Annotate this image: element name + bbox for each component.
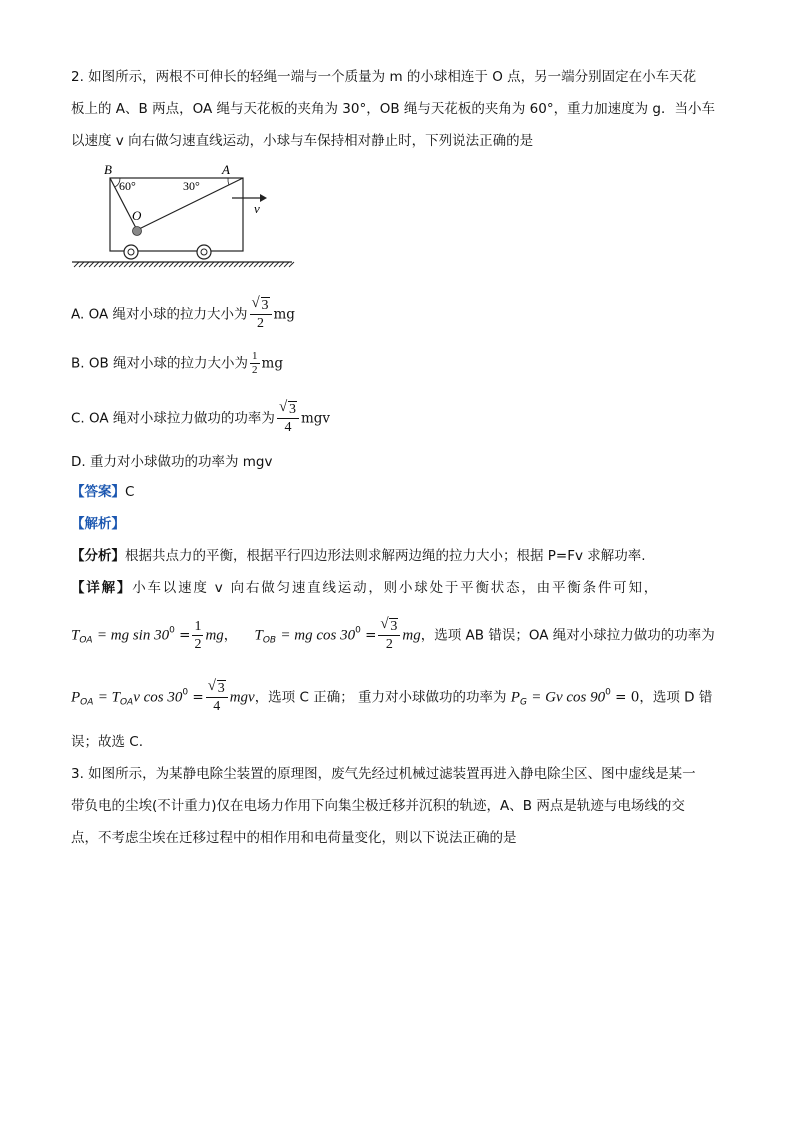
eq2-t: T: [254, 627, 263, 644]
eq3-p: P: [71, 689, 81, 706]
option-a[interactable]: [71, 297, 295, 332]
ground-hatch-mark: [264, 262, 269, 267]
ground-hatch-mark: [284, 262, 289, 267]
eq3-fraction: √ 3 4: [206, 680, 228, 715]
equation-line-2: $P_{OA} = T_{OA}v$ $\cos 30^0$ = √ 3 4 mgv，选项 C 正确； 重力对小球做功的功率为 $P_G = Gv$ $\cos 90^0 = 0$，选项 D 错: [71, 678, 713, 714]
ground-hatch-mark: [214, 262, 219, 267]
eq3-t: = T: [97, 689, 120, 706]
option-b-suffix: mg: [261, 355, 283, 372]
option-c-denominator: 4: [284, 420, 292, 435]
option-b-fraction: [250, 350, 260, 377]
analysis-row: [71, 514, 125, 534]
ground-hatch-mark: [129, 262, 134, 267]
ground-hatch-mark: [164, 262, 169, 267]
eq3-text1: ，选项 C 正确； 重力对小球做功的功率为: [254, 689, 507, 706]
eq1-t: T: [71, 627, 80, 644]
eq3-num: 3: [217, 681, 225, 696]
eq1-num: 1: [194, 619, 202, 634]
option-b-prefix: B. OB 绳对小球的拉力大小为: [71, 355, 249, 372]
cart-diagram: [70, 160, 300, 272]
eq-line-text: ，选项 AB 错误；OA 绳对小球拉力做功的功率为: [420, 627, 715, 644]
ground-hatch-mark: [119, 262, 124, 267]
answer-value: C: [125, 484, 135, 500]
ground-hatch-mark: [209, 262, 214, 267]
fenxi-tag: 【分析】: [71, 548, 125, 564]
q3-stem-line-3: 点，不考虑尘埃在迁移过程中的相作用和电荷量变化，则以下说法正确的是: [71, 830, 517, 846]
ground-hatch-mark: [74, 262, 79, 267]
ground-hatch-mark: [159, 262, 164, 267]
option-a-prefix: A. OA 绳对小球的拉力大小为: [71, 306, 248, 323]
detail-row: [71, 578, 659, 598]
option-d[interactable]: D. 重力对小球做功的功率为 mgv: [71, 454, 273, 470]
eq2-den: 2: [385, 637, 393, 652]
detail-tag: 【详解】: [71, 580, 133, 596]
ground-hatch-mark: [239, 262, 244, 267]
eq2-deg: 0: [355, 625, 361, 636]
fenxi-row: [71, 546, 646, 566]
velocity-label: v: [254, 201, 260, 216]
label-a: A: [222, 162, 230, 177]
wheel-left: [124, 245, 138, 259]
ground-hatch-mark: [149, 262, 154, 267]
equation-line-1: $T_{OA}$ = mg $\sin 30^0$ = $\frac{1}{2}$ mg， $T_{OB}$ = mg $\cos 30^0$ = √ 3 2 mg，选项 AB 错误；OA 绳对小球拉力做功的功率为: [71, 616, 715, 652]
ground-hatch-mark: [269, 262, 274, 267]
ground-hatch-mark: [169, 262, 174, 267]
ground-hatch-mark: [189, 262, 194, 267]
eq4-p: P: [510, 689, 520, 706]
eq4-end: = 0: [615, 689, 640, 706]
ground-hatch: [74, 262, 294, 267]
eq4-mid: = Gv cos 90: [531, 689, 606, 706]
eq2-num: 3: [390, 619, 398, 634]
answer-row: [71, 482, 134, 502]
ground-hatch-mark: [219, 262, 224, 267]
eq1-fraction: [192, 618, 203, 653]
q2-stem-line-1: 2. 如图所示，两根不可伸长的轻绳一端与一个质量为 m 的小球相连于 O 点，另一端分别固定在小车天花: [71, 69, 697, 85]
eq3-mid: v cos 30: [133, 689, 183, 706]
ground-hatch-mark: [134, 262, 139, 267]
eq4-deg: 0: [605, 687, 611, 698]
ground-hatch-mark: [274, 262, 279, 267]
angle-label-b: 60°: [119, 179, 136, 193]
ground-hatch-mark: [229, 262, 234, 267]
option-c-prefix: C. OA 绳对小球拉力做功的功率为: [71, 410, 275, 427]
option-c-fraction: √ 3 4: [277, 401, 299, 436]
option-c-suffix: mgv: [300, 410, 331, 427]
eq1-deg: 0: [169, 625, 175, 636]
ground-hatch-mark: [94, 262, 99, 267]
ground-hatch-mark: [204, 262, 209, 267]
eq3-t-sub: OA: [119, 697, 134, 708]
angle-arc-a: [228, 178, 229, 185]
ground-hatch-mark: [84, 262, 89, 267]
ground-hatch-mark: [199, 262, 204, 267]
ground-hatch-mark: [124, 262, 129, 267]
fenxi-text: 根据共点力的平衡，根据平行四边形法则求解两边绳的拉力大小；根据 P=Fv 求解功率.: [125, 548, 646, 564]
analysis-tag: 【解析】: [71, 516, 125, 532]
ground-hatch-mark: [289, 262, 294, 267]
ground-hatch-mark: [179, 262, 184, 267]
eq2-t-sub: OB: [262, 635, 277, 646]
ground-hatch-mark: [254, 262, 259, 267]
option-a-fraction: √ 3 2: [250, 297, 272, 332]
eq2-fraction: √ 3 2: [378, 618, 400, 653]
ground-hatch-mark: [144, 262, 149, 267]
ground-hatch-mark: [259, 262, 264, 267]
ground-hatch-mark: [89, 262, 94, 267]
q2-stem-line-3: 以速度 v 向右做匀速直线运动，小球与车保持相对静止时，下列说法正确的是: [71, 133, 534, 149]
option-a-numerator: 3: [261, 298, 269, 313]
ground-hatch-mark: [174, 262, 179, 267]
option-b-denominator: 2: [252, 364, 258, 376]
option-b[interactable]: [71, 350, 283, 377]
eq1-end: mg: [205, 627, 224, 644]
ground-hatch-mark: [234, 262, 239, 267]
ground-hatch-mark: [249, 262, 254, 267]
option-a-denominator: 2: [257, 316, 264, 331]
ground-hatch-mark: [79, 262, 84, 267]
ground-hatch-mark: [109, 262, 114, 267]
eq1-den: 2: [194, 637, 202, 652]
eq3-deg: 0: [182, 687, 189, 698]
eq1-mid: = mg sin 30: [96, 627, 170, 644]
eq2-mid: = mg cos 30: [280, 627, 356, 644]
q3-stem-line-1: 3. 如图所示，为某静电除尘装置的原理图，废气先经过机械过滤装置再进入静电除尘区、图中虚线是某一: [71, 766, 696, 782]
eq3-text2: ，选项 D 错: [639, 689, 713, 706]
wheel-right: [197, 245, 211, 259]
option-b-numerator: 1: [252, 350, 258, 362]
angle-label-a: 30°: [183, 179, 200, 193]
ground-hatch-mark: [224, 262, 229, 267]
ground-hatch-mark: [104, 262, 109, 267]
ground-hatch-mark: [194, 262, 199, 267]
eq4-p-sub: G: [519, 697, 527, 708]
velocity-arrowhead: [260, 194, 267, 202]
ground-hatch-mark: [99, 262, 104, 267]
eq2-end: mg: [402, 627, 421, 644]
eq3-den: 4: [213, 699, 221, 714]
answer-tag: 【答案】: [71, 484, 125, 500]
label-o: O: [132, 208, 142, 223]
q3-stem-line-2: 带负电的尘埃(不计重力)仅在电场力作用下向集尘极迁移并沉积的轨迹，A、B 两点是轨迹与电场线的交: [71, 798, 685, 814]
ground-hatch-mark: [244, 262, 249, 267]
ground-hatch-mark: [139, 262, 144, 267]
eq1-t-sub: OA: [79, 635, 93, 646]
option-a-suffix: mg: [273, 306, 295, 323]
option-c-numerator: 3: [288, 402, 296, 417]
option-c[interactable]: [71, 401, 330, 436]
ground-hatch-mark: [279, 262, 284, 267]
conclusion: 误；故选 C.: [71, 734, 144, 750]
ground-hatch-mark: [184, 262, 189, 267]
label-b: B: [104, 162, 112, 177]
q2-stem-line-2: 板上的 A、B 两点，OA 绳与天花板的夹角为 30°，OB 绳与天花板的夹角为 60°，重力加速度为 g．当小车: [71, 101, 715, 117]
ground-hatch-mark: [154, 262, 159, 267]
ball: [133, 227, 142, 236]
detail-text: 小车以速度 v 向右做匀速直线运动，则小球处于平衡状态，由平衡条件可知，: [132, 580, 660, 596]
ground-hatch-mark: [114, 262, 119, 267]
eq3-end: mgv: [229, 689, 255, 706]
eq3-p-sub: OA: [80, 697, 94, 708]
